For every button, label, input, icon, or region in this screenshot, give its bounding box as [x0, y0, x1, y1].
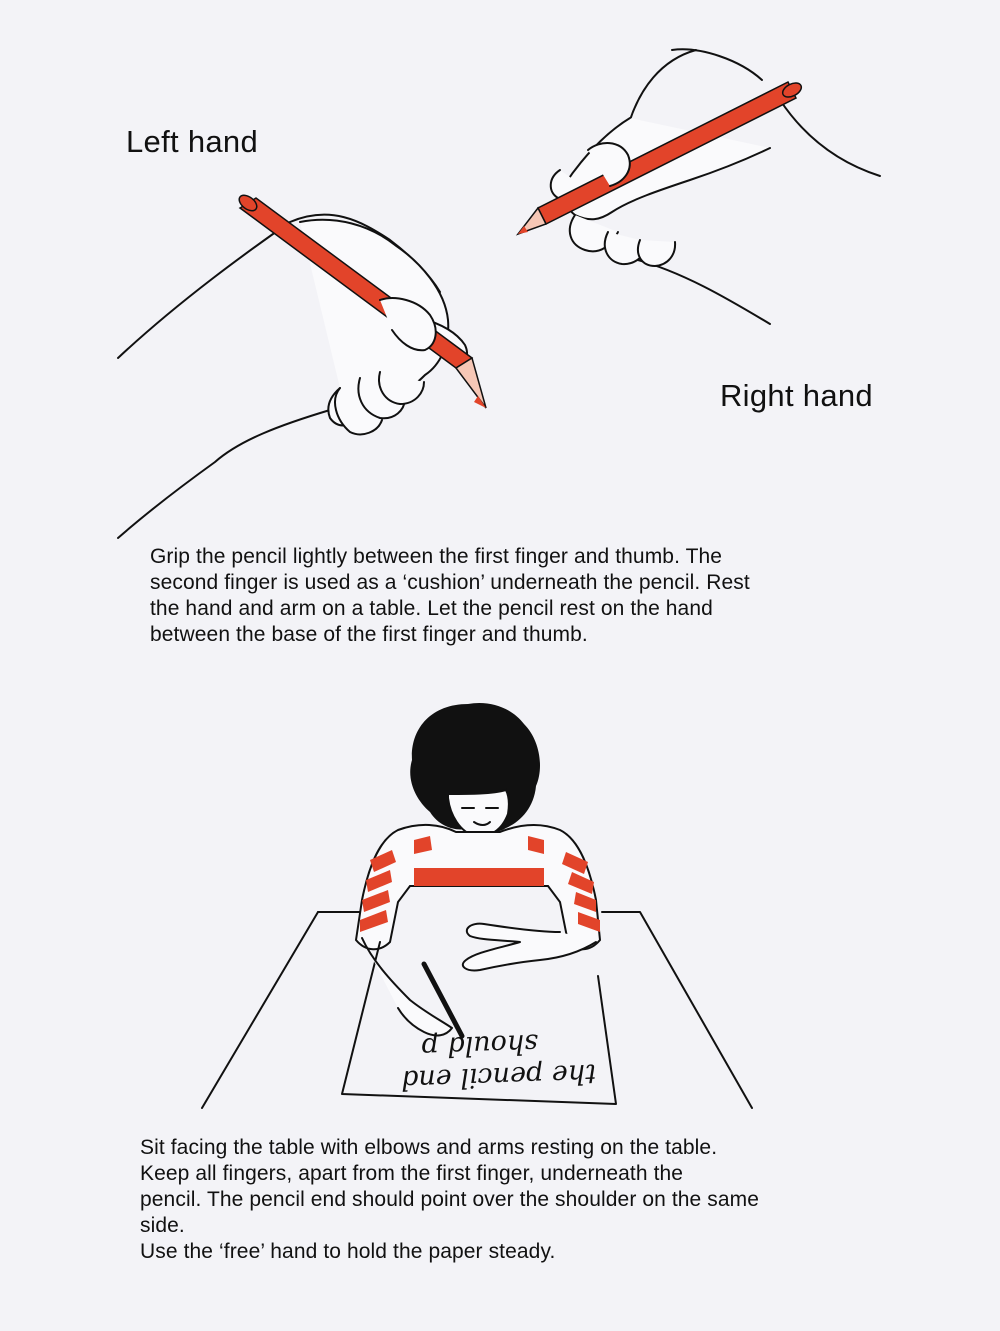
grip-line-4: between the base of the first finger and thumb.: [150, 623, 588, 646]
posture-line-3: pencil. The pencil end should point over the shoulder on the same: [140, 1188, 760, 1211]
grip-line-3: the hand and arm on a table. Let the pencil rest on the hand: [150, 597, 713, 620]
grip-instructions: [150, 544, 870, 648]
paper-writing-line-1: the pencil end: [400, 1057, 597, 1096]
posture-line-2: Keep all fingers, apart from the first finger, underneath the: [140, 1162, 684, 1185]
grip-line-2: second finger is used as a ‘cushion’ underneath the pencil. Rest: [150, 571, 750, 594]
posture-line-4: side.: [140, 1214, 185, 1237]
posture-line-5: Use the ‘free’ hand to hold the paper steady.: [140, 1240, 556, 1263]
right-hand-illustration: [0, 0, 1000, 560]
posture-line-1: Sit facing the table with elbows and arms resting on the table.: [140, 1136, 718, 1159]
posture-instructions: [140, 1135, 880, 1265]
paper-writing-line-2: should p: [420, 1027, 539, 1063]
right-pencil: [518, 80, 804, 234]
left-hand-label: Left hand: [126, 124, 258, 159]
right-hand-label: Right hand: [720, 378, 873, 413]
grip-line-1: Grip the pencil lightly between the first finger and thumb. The: [150, 545, 723, 568]
paper-writing: [387, 1024, 609, 1096]
